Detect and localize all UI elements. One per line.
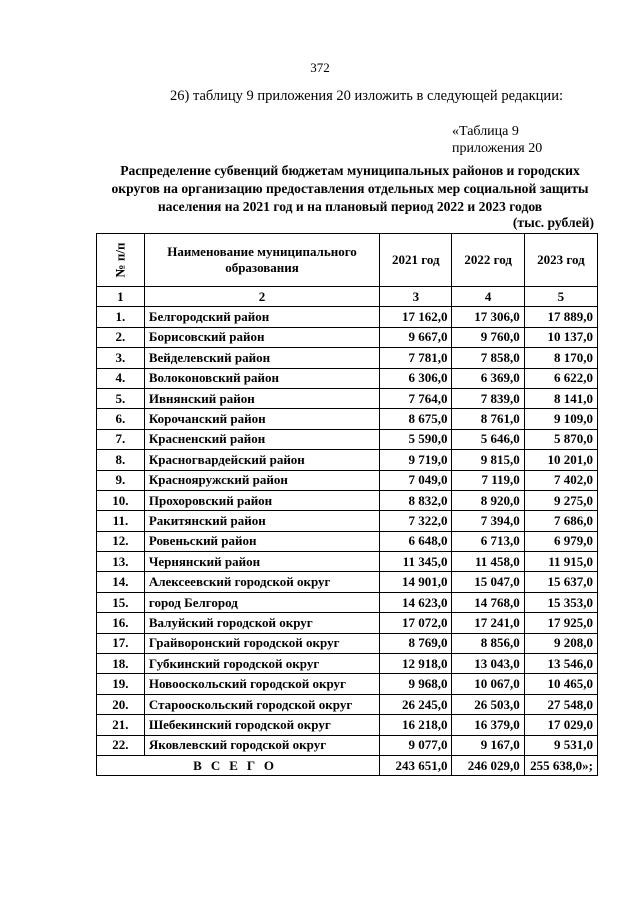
value-2021: 5 590,0 xyxy=(380,429,452,449)
municipality-name: Прохоровский район xyxy=(144,490,379,510)
table-row xyxy=(97,327,598,347)
municipality-name: Красненский район xyxy=(144,429,379,449)
value-2023: 7 402,0 xyxy=(524,470,597,490)
value-2023: 9 275,0 xyxy=(524,490,597,510)
value-2022: 9 815,0 xyxy=(452,450,524,470)
row-number: 4. xyxy=(97,368,145,388)
value-2022: 5 646,0 xyxy=(452,429,524,449)
value-2021: 11 345,0 xyxy=(380,552,452,572)
value-2021: 14 623,0 xyxy=(380,592,452,612)
value-2023: 15 353,0 xyxy=(524,592,597,612)
row-number: 14. xyxy=(97,572,145,592)
municipality-name: Вейделевский район xyxy=(144,348,379,368)
municipality-name: Валуйский городской округ xyxy=(144,613,379,633)
row-number: 21. xyxy=(97,715,145,735)
municipality-name: Чернянский район xyxy=(144,552,379,572)
page-number: 372 xyxy=(310,60,330,75)
total-row xyxy=(97,755,598,775)
value-2022: 14 768,0 xyxy=(452,592,524,612)
value-2023: 10 465,0 xyxy=(524,674,597,694)
row-number: 12. xyxy=(97,531,145,551)
amendment-intro: 26) таблицу 9 приложения 20 изложить в следующей редакции: xyxy=(170,88,563,104)
value-2022: 9 760,0 xyxy=(452,327,524,347)
total-2022: 246 029,0 xyxy=(452,755,524,775)
table-header-row xyxy=(97,234,598,287)
row-number: 9. xyxy=(97,470,145,490)
table-reference-line2: приложения 20 xyxy=(452,141,543,156)
table-title: Распределение субвенций бюджетам муниципальных районов и городских округов на организацию предоставления отдельных мер социальной защиты населения на 2021 год и на плановый период 2022 и 2023 годов xyxy=(111,163,589,214)
row-number: 17. xyxy=(97,633,145,653)
value-2021: 9 667,0 xyxy=(380,327,452,347)
row-number: 15. xyxy=(97,592,145,612)
value-2022: 9 167,0 xyxy=(452,735,524,755)
value-2023: 9 208,0 xyxy=(524,633,597,653)
row-number: 22. xyxy=(97,735,145,755)
value-2021: 8 769,0 xyxy=(380,633,452,653)
value-2021: 12 918,0 xyxy=(380,654,452,674)
value-2021: 8 832,0 xyxy=(380,490,452,510)
municipality-name: Старооскольский городской округ xyxy=(144,694,379,714)
municipality-name: Алексеевский городской округ xyxy=(144,572,379,592)
total-2023: 255 638,0»; xyxy=(524,755,597,775)
units-label: (тыс. рублей) xyxy=(512,215,594,230)
column-number: 3 xyxy=(380,287,452,307)
municipality-name: Волоконовский район xyxy=(144,368,379,388)
table-row xyxy=(97,613,598,633)
municipality-name: Грайворонский городской округ xyxy=(144,633,379,653)
row-number: 10. xyxy=(97,490,145,510)
column-number: 5 xyxy=(524,287,597,307)
header-num xyxy=(97,234,145,287)
header-2023: 2023 год xyxy=(524,234,597,287)
table-row xyxy=(97,429,598,449)
table-row xyxy=(97,409,598,429)
municipality-name: Яковлевский городской округ xyxy=(144,735,379,755)
value-2023: 11 915,0 xyxy=(524,552,597,572)
value-2021: 8 675,0 xyxy=(380,409,452,429)
value-2023: 7 686,0 xyxy=(524,511,597,531)
subvention-table xyxy=(96,233,598,776)
table-row xyxy=(97,694,598,714)
value-2023: 6 979,0 xyxy=(524,531,597,551)
table-reference xyxy=(452,123,542,157)
value-2021: 17 072,0 xyxy=(380,613,452,633)
value-2021: 7 049,0 xyxy=(380,470,452,490)
column-numbers-row xyxy=(97,287,598,307)
row-number: 8. xyxy=(97,450,145,470)
value-2022: 8 920,0 xyxy=(452,490,524,510)
value-2022: 11 458,0 xyxy=(452,552,524,572)
municipality-name: Ивнянский район xyxy=(144,388,379,408)
table-row xyxy=(97,450,598,470)
header-2021: 2021 год xyxy=(380,234,452,287)
value-2021: 7 322,0 xyxy=(380,511,452,531)
row-number: 2. xyxy=(97,327,145,347)
row-number: 20. xyxy=(97,694,145,714)
row-number: 6. xyxy=(97,409,145,429)
value-2021: 6 306,0 xyxy=(380,368,452,388)
municipality-name: Губкинский городской округ xyxy=(144,654,379,674)
municipality-name: Белгородский район xyxy=(144,307,379,327)
table-row xyxy=(97,572,598,592)
value-2023: 9 531,0 xyxy=(524,735,597,755)
table-row xyxy=(97,470,598,490)
municipality-name: Шебекинский городской округ xyxy=(144,715,379,735)
value-2022: 17 306,0 xyxy=(452,307,524,327)
table-reference-line1: «Таблица 9 xyxy=(452,124,519,139)
value-2022: 6 713,0 xyxy=(452,531,524,551)
value-2022: 16 379,0 xyxy=(452,715,524,735)
value-2022: 8 856,0 xyxy=(452,633,524,653)
row-number: 7. xyxy=(97,429,145,449)
value-2022: 7 394,0 xyxy=(452,511,524,531)
row-number: 5. xyxy=(97,388,145,408)
value-2022: 7 839,0 xyxy=(452,388,524,408)
municipality-name: Ракитянский район xyxy=(144,511,379,531)
value-2021: 9 077,0 xyxy=(380,735,452,755)
value-2023: 17 029,0 xyxy=(524,715,597,735)
value-2021: 7 781,0 xyxy=(380,348,452,368)
header-name: Наименование муниципального образования xyxy=(144,234,379,287)
value-2021: 6 648,0 xyxy=(380,531,452,551)
column-number: 2 xyxy=(144,287,379,307)
row-number: 19. xyxy=(97,674,145,694)
value-2023: 10 137,0 xyxy=(524,327,597,347)
value-2023: 15 637,0 xyxy=(524,572,597,592)
value-2021: 14 901,0 xyxy=(380,572,452,592)
value-2023: 8 141,0 xyxy=(524,388,597,408)
value-2022: 17 241,0 xyxy=(452,613,524,633)
municipality-name: Ровеньский район xyxy=(144,531,379,551)
header-num-label: № п/п xyxy=(112,242,128,278)
municipality-name: город Белгород xyxy=(144,592,379,612)
value-2023: 10 201,0 xyxy=(524,450,597,470)
row-number: 1. xyxy=(97,307,145,327)
value-2022: 26 503,0 xyxy=(452,694,524,714)
value-2021: 9 968,0 xyxy=(380,674,452,694)
value-2022: 6 369,0 xyxy=(452,368,524,388)
total-2021: 243 651,0 xyxy=(380,755,452,775)
table-row xyxy=(97,654,598,674)
municipality-name: Красногвардейский район xyxy=(144,450,379,470)
column-number: 1 xyxy=(97,287,145,307)
value-2022: 7 119,0 xyxy=(452,470,524,490)
municipality-name: Краснояружский район xyxy=(144,470,379,490)
municipality-name: Борисовский район xyxy=(144,327,379,347)
value-2021: 26 245,0 xyxy=(380,694,452,714)
total-label: ВСЕГО xyxy=(97,755,380,775)
row-number: 3. xyxy=(97,348,145,368)
value-2021: 7 764,0 xyxy=(380,388,452,408)
value-2022: 13 043,0 xyxy=(452,654,524,674)
column-number: 4 xyxy=(452,287,524,307)
table-row xyxy=(97,531,598,551)
value-2023: 17 889,0 xyxy=(524,307,597,327)
table-row xyxy=(97,490,598,510)
value-2023: 6 622,0 xyxy=(524,368,597,388)
municipality-name: Корочанский район xyxy=(144,409,379,429)
value-2022: 7 858,0 xyxy=(452,348,524,368)
value-2021: 17 162,0 xyxy=(380,307,452,327)
value-2023: 5 870,0 xyxy=(524,429,597,449)
table-row xyxy=(97,368,598,388)
header-2022: 2022 год xyxy=(452,234,524,287)
table-row xyxy=(97,633,598,653)
table-row xyxy=(97,735,598,755)
table-row xyxy=(97,511,598,531)
value-2021: 16 218,0 xyxy=(380,715,452,735)
table-row xyxy=(97,674,598,694)
table-row xyxy=(97,307,598,327)
table-row xyxy=(97,715,598,735)
value-2023: 8 170,0 xyxy=(524,348,597,368)
row-number: 16. xyxy=(97,613,145,633)
value-2023: 13 546,0 xyxy=(524,654,597,674)
value-2023: 27 548,0 xyxy=(524,694,597,714)
value-2023: 9 109,0 xyxy=(524,409,597,429)
table-row xyxy=(97,592,598,612)
row-number: 18. xyxy=(97,654,145,674)
table-row xyxy=(97,388,598,408)
value-2023: 17 925,0 xyxy=(524,613,597,633)
value-2022: 15 047,0 xyxy=(452,572,524,592)
row-number: 13. xyxy=(97,552,145,572)
table-row xyxy=(97,552,598,572)
value-2022: 10 067,0 xyxy=(452,674,524,694)
row-number: 11. xyxy=(97,511,145,531)
table-row xyxy=(97,348,598,368)
value-2022: 8 761,0 xyxy=(452,409,524,429)
municipality-name: Новооскольский городской округ xyxy=(144,674,379,694)
value-2021: 9 719,0 xyxy=(380,450,452,470)
